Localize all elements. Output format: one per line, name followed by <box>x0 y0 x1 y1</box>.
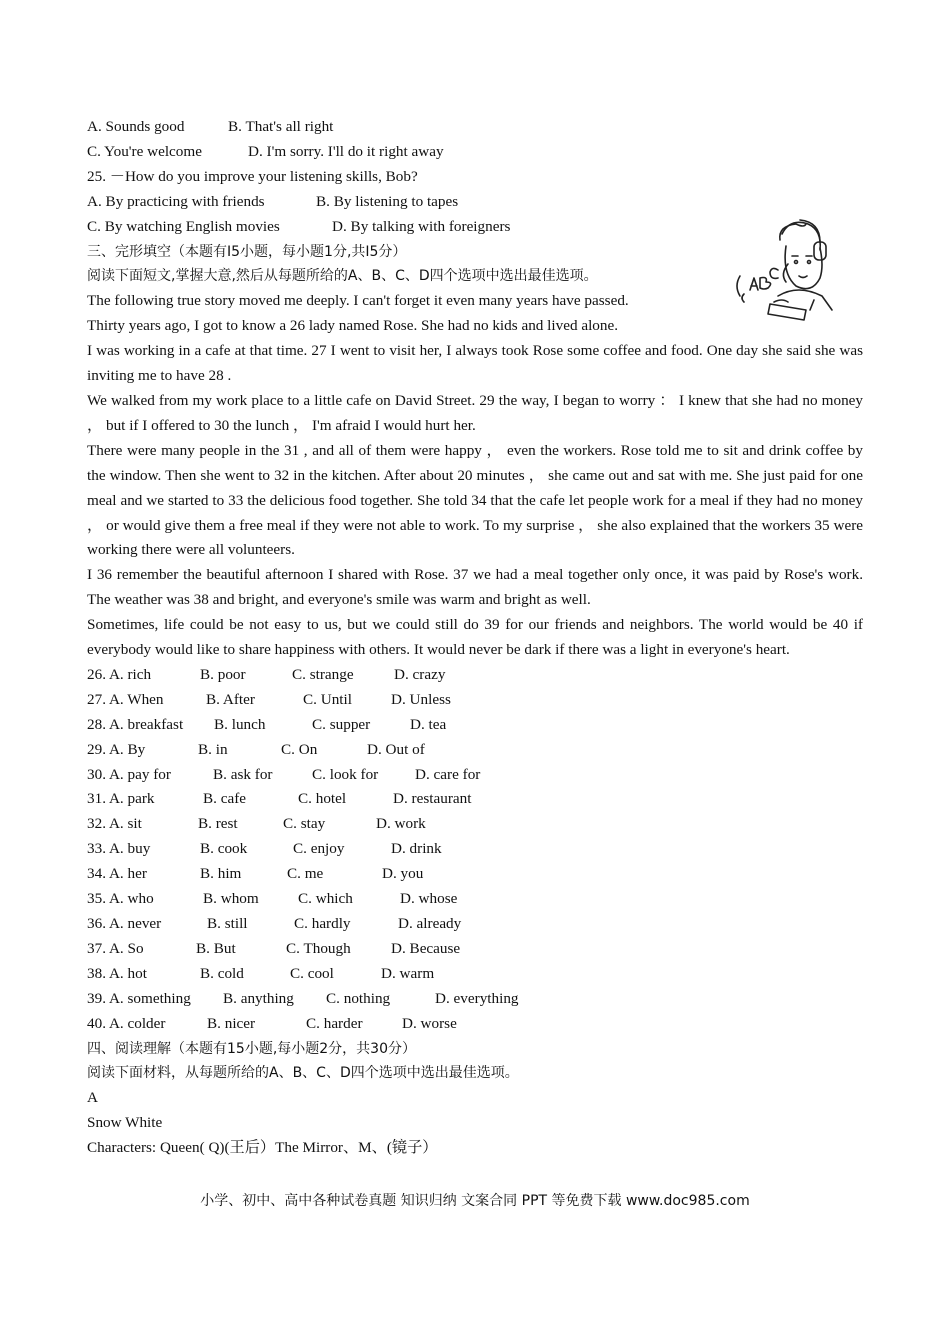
cloze-question-row <box>87 812 863 837</box>
question-option: B. him <box>200 865 242 883</box>
option: A. Sounds good <box>87 118 185 135</box>
question-option-a: 36. A. never <box>87 915 162 932</box>
option: A. By practicing with friends <box>87 192 265 210</box>
question-option: C. enjoy <box>293 840 345 858</box>
question-option-a: 28. A. breakfast <box>87 715 184 733</box>
passage-paragraph: There were many people in the 31 , and all of them were happy ， even the workers. Rose told me to sit and drink coffee by the window. Then she went to 32 in the kitchen. After about 20 minutes ， she came out and sat with me. She just paid for one meal and we started to 33 the delicious food together. She told 34 that the cafe let people work for a meal if they had no money ， or would give them a free meal if they were not able to work. To my surprise ， she also explained that the workers 35 were working there were all volunteers. <box>87 441 863 559</box>
question-option: D. restaurant <box>393 790 472 808</box>
question-option: D. work <box>376 815 426 833</box>
passage-paragraph: Sometimes, life could be not easy to us, but we could still do 39 for our friends and neighbors. The world would be 40 if everybody would like to share happiness with others. It would never be dark if there was a light in everyone's heart. <box>87 616 863 659</box>
question-option-a: 30. A. pay for <box>87 765 171 783</box>
question-option: D. worse <box>402 1014 457 1032</box>
question-option-a: 27. A. When <box>87 690 164 708</box>
question-option: D. tea <box>410 715 447 733</box>
question-option: B. whom <box>203 890 259 908</box>
cloze-question-row <box>87 738 863 763</box>
question-option: D. everything <box>435 989 519 1007</box>
question-option-a: 37. A. So <box>87 939 144 957</box>
question-option: D. crazy <box>394 665 446 683</box>
question-option: C. stay <box>283 815 326 833</box>
question-option: B. anything <box>223 989 294 1007</box>
question-option: D. Unless <box>391 690 451 708</box>
question-option: B. cafe <box>203 790 247 808</box>
question-option: D. Because <box>391 939 461 957</box>
passage-paragraph: We walked from my work place to a little cafe on David Street. 29 the way, I began to worry ： I knew that she had no money ， but if I offered to 30 the lunch ， I'm afraid I would hurt her. <box>87 391 863 434</box>
question-option: D. warm <box>381 964 435 982</box>
option: C. By watching English movies <box>87 217 280 235</box>
question-option: B. cook <box>200 840 248 858</box>
cloze-question-row <box>87 763 863 788</box>
question-option: C. nothing <box>326 989 391 1007</box>
passage-paragraph: The following true story moved me deeply. I can't forget it even many years have passed. <box>87 292 629 310</box>
question-option: C. me <box>287 865 324 883</box>
section-instruction: 阅读下面短文,掌握大意,然后从每题所给的A、B、C、D四个选项中选出最佳选项。 <box>87 268 598 285</box>
cloze-question-row <box>87 1012 863 1037</box>
question-option-a: 34. A. her <box>87 865 147 883</box>
part-label: A <box>87 1089 98 1107</box>
passage-paragraph: I 36 remember the beautiful afternoon I shared with Rose. 37 we had a meal together only once, it was paid by Rose's work. The weather was 38 and bright, and everyone's smile was warm and bright as well. <box>87 566 863 609</box>
boy-with-headphones-illustration <box>730 216 840 326</box>
question-option-a: 29. A. By <box>87 740 146 758</box>
question-option-a: 26. A. rich <box>87 665 152 683</box>
question-option: C. harder <box>306 1014 363 1032</box>
question-option: D. you <box>382 865 424 883</box>
cloze-question-row <box>87 787 863 812</box>
cloze-question-row <box>87 688 863 713</box>
question-option-a: 40. A. colder <box>87 1014 166 1032</box>
section-title: 三、完形填空（本题有I5小题，每小题1分,共I5分） <box>87 243 407 260</box>
question-option: C. strange <box>292 665 354 683</box>
question-option: C. cool <box>290 964 334 982</box>
option: B. That's all right <box>228 118 334 135</box>
question-option-a: 35. A. who <box>87 890 154 908</box>
question-option: C. supper <box>312 715 371 733</box>
cloze-question-row <box>87 663 863 688</box>
characters-line: Characters: Queen( Q)(王后）The Mirror、M、(镜子） <box>87 1139 438 1157</box>
question-option: B. nicer <box>207 1014 256 1032</box>
question-option: B. poor <box>200 665 246 683</box>
question-option: B. cold <box>200 964 244 982</box>
question-option: B. After <box>206 690 255 708</box>
question-option: B. ask for <box>213 765 273 783</box>
options-row <box>87 115 863 140</box>
cloze-question-row <box>87 962 863 987</box>
question-option: C. look for <box>312 765 379 783</box>
section-instruction: 阅读下面材料，从每题所给的A、B、C、D四个选项中选出最佳选项。 <box>87 1065 519 1082</box>
passage-paragraph: I was working in a cafe at that time. 27 I went to visit her, I always took Rose some coffee and food. One day she said she was inviting me to have 28 . <box>87 342 863 385</box>
cloze-question-row <box>87 887 863 912</box>
question-option: D. care for <box>415 765 481 783</box>
question-option: B. in <box>198 740 228 758</box>
option: D. By talking with foreigners <box>332 217 511 235</box>
options-row <box>87 190 863 215</box>
cloze-question-row <box>87 862 863 887</box>
question-option-a: 33. A. buy <box>87 840 151 858</box>
question-option-a: 32. A. sit <box>87 815 142 833</box>
question-25: 25. －How do you improve your listening skills, Bob? <box>87 167 418 185</box>
option: D. I'm sorry. I'll do it right away <box>248 142 444 160</box>
question-option-a: 31. A. park <box>87 790 155 808</box>
question-option: D. already <box>398 915 462 932</box>
section-title: 四、阅读理解（本题有15小题,每小题2分，共30分） <box>87 1040 416 1057</box>
question-option: C. Though <box>286 939 351 957</box>
cloze-questions <box>87 663 863 1037</box>
options-row <box>87 140 863 165</box>
question-option: B. But <box>196 939 236 957</box>
page-footer: 小学、初中、高中各种试卷真题 知识归纳 文案合同 PPT 等免费下载 www.doc985.com <box>200 1193 750 1209</box>
question-option: C. Until <box>303 690 352 708</box>
question-option: D. Out of <box>367 740 425 758</box>
option: B. By listening to tapes <box>316 192 459 210</box>
question-option: B. rest <box>198 815 238 833</box>
question-option: C. On <box>281 740 318 758</box>
question-option: B. lunch <box>214 715 266 733</box>
story-title: Snow White <box>87 1114 163 1132</box>
cloze-question-row <box>87 937 863 962</box>
cloze-question-row <box>87 837 863 862</box>
cloze-question-row <box>87 912 863 937</box>
passage-paragraph: Thirty years ago, I got to know a 26 lady named Rose. She had no kids and lived alone. <box>87 317 619 335</box>
question-option-a: 38. A. hot <box>87 964 147 982</box>
question-option: D. whose <box>400 890 458 908</box>
question-option: D. drink <box>391 840 442 858</box>
option: C. You're welcome <box>87 142 202 160</box>
question-option: C. hardly <box>294 915 351 932</box>
cloze-question-row <box>87 713 863 738</box>
question-option-a: 39. A. something <box>87 989 191 1007</box>
question-option: C. which <box>298 890 353 908</box>
question-option: C. hotel <box>298 790 347 808</box>
cloze-question-row <box>87 987 863 1012</box>
question-option: B. still <box>207 915 248 932</box>
